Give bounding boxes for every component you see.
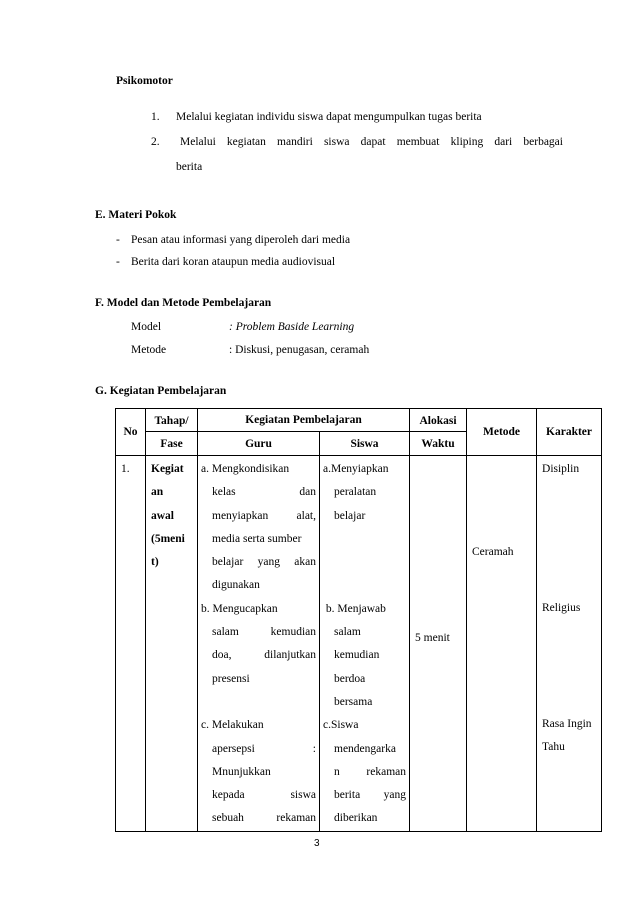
section-e-item-2: Berita dari koran ataupun media audiovisual <box>131 256 336 268</box>
model-value: : Problem Baside Learning <box>229 321 355 333</box>
psikomotor-item-1-number: 1. <box>151 111 160 123</box>
metode-label: Metode <box>131 344 167 356</box>
header-fase: Fase <box>146 432 198 456</box>
header-alokasi: Alokasi <box>410 409 467 432</box>
header-guru: Guru <box>198 432 320 456</box>
header-waktu: Waktu <box>410 432 467 456</box>
psikomotor-item-1-text: Melalui kegiatan individu siswa dapat mengumpulkan tugas berita <box>176 111 482 123</box>
header-metode: Metode <box>467 409 537 456</box>
psikomotor-item-2-line2: berita <box>176 161 203 173</box>
section-g-heading: G. Kegiatan Pembelajaran <box>95 385 227 397</box>
model-label: Model <box>131 321 162 333</box>
row-no: 1. <box>116 456 146 832</box>
header-karakter: Karakter <box>537 409 602 456</box>
metode-value: : Diskusi, penugasan, ceramah <box>229 344 370 356</box>
section-f-heading: F. Model dan Metode Pembelajaran <box>95 297 272 309</box>
section-e-bullet-2: - <box>116 256 120 268</box>
header-kegiatan: Kegiatan Pembelajaran <box>198 409 410 432</box>
header-tahap: Tahap/ <box>146 409 198 432</box>
row-karakter: Disiplin Religius Rasa Ingin Tahu <box>537 456 602 832</box>
psikomotor-item-2-line1: Melalui kegiatan mandiri siswa dapat membuat kliping dari berbagai <box>180 136 563 148</box>
section-e-bullet-1: - <box>116 234 120 246</box>
section-e-heading: E. Materi Pokok <box>95 209 177 221</box>
page-number: 3 <box>314 838 320 849</box>
header-no: No <box>116 409 146 456</box>
row-tahap: Kegiat an awal (5meni t) <box>146 456 198 832</box>
row-metode: Ceramah <box>467 456 537 832</box>
row-siswa: a.Menyiapkan peralatan belajar b. Menjawab salam kemudian berdoa bersama c.Siswa mendengarka n rekaman berita yang diberikan <box>320 456 410 832</box>
section-e-item-1: Pesan atau informasi yang diperoleh dari media <box>131 234 351 246</box>
psikomotor-item-2-number: 2. <box>151 136 160 148</box>
row-alokasi: 5 menit <box>410 456 467 832</box>
psikomotor-heading: Psikomotor <box>116 75 173 87</box>
kegiatan-table <box>115 408 602 832</box>
header-siswa: Siswa <box>320 432 410 456</box>
row-guru: a. Mengkondisikan kelas dan menyiapkan alat, media serta sumber belajar yang akan digunakan b. Mengucapkan salam kemudian doa, dilanjutkan presensi c. Melakukan apersepsi : Mnunjukkan kepada siswa sebuah rekaman <box>198 456 320 832</box>
